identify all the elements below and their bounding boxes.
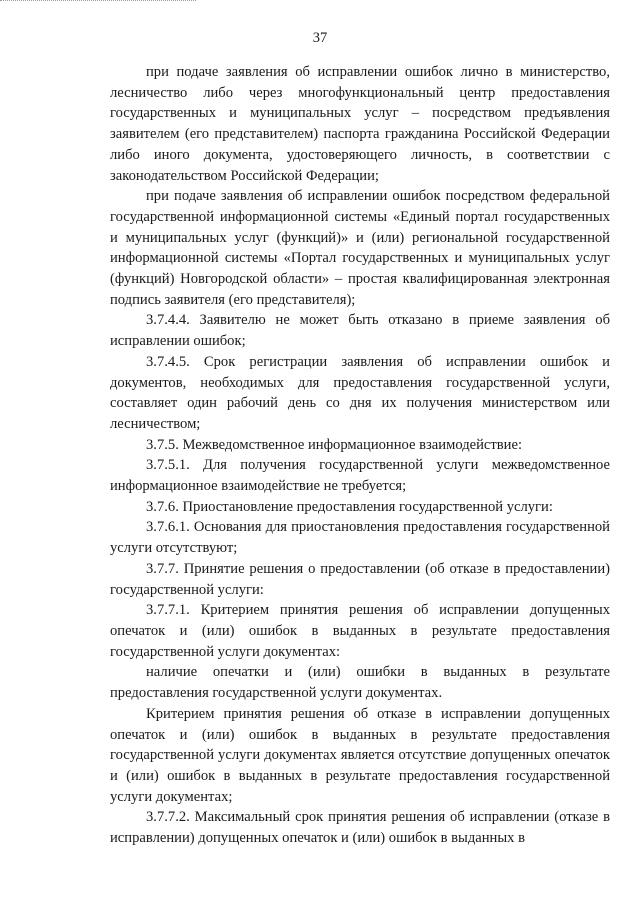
document-body — [110, 62, 610, 849]
paragraph-criterion-refusal: Критерием принятия решения об отказе в исправлении допущенных опечаток и (или) ошибок в выданных в результате предоставления государственной услуги документах является отсутствие допущенных опечаток и (или) ошибок в выданных в результате предоставления государственной услуги документах; — [110, 705, 610, 805]
paragraph-3-7-4-5: 3.7.4.5. Срок регистрации заявления об исправлении ошибок и документов, необходимых для предоставления государственной услуги, составляет один рабочий день со дня их получения министерством или лесничеством; — [110, 353, 610, 432]
paragraph-portal-submission: при подаче заявления об исправлении ошибок посредством федеральной государственной информационной системы «Единый портал государственных и муниципальных услуг (функций)» и (или) региональной государственной информационной системы «Портал государственных и муниципальных услуг (функций) Новгородской области» – простая квалифицированная электронная подпись заявителя (его представителя); — [110, 188, 610, 308]
paragraph-3-7-6-1: 3.7.6.1. Основания для приостановления предоставления государственной услуги отсутствуют; — [110, 519, 610, 557]
paragraph-3-7-6: 3.7.6. Приостановление предоставления государственной услуги: — [146, 498, 553, 515]
paragraph-3-7-5-1: 3.7.5.1. Для получения государственной услуги межведомственное информационное взаимодействие не требуется; — [110, 457, 610, 495]
paragraph-3-7-5: 3.7.5. Межведомственное информационное взаимодействие: — [146, 436, 523, 453]
paragraph-3-7-7-1: 3.7.7.1. Критерием принятия решения об исправлении допущенных опечаток и (или) ошибок в выданных в результате предоставления государственной услуги документах: — [110, 602, 610, 660]
paragraph-personal-submission: при подаче заявления об исправлении ошибок лично в министерство, лесничество либо через многофункциональный центр предоставления государственных и муниципальных услуг – посредством предъявления заявителем (его представителем) паспорта гражданина Российской Федерации либо иного документа, удостоверяющего личность, в соответствии с законодательством Российской Федерации; — [110, 64, 610, 184]
top-edge-rule — [0, 0, 196, 3]
paragraph-criterion-presence: наличие опечатки и (или) ошибки в выданных в результате предоставления государственной услуги документах. — [110, 664, 610, 702]
page-number: 37 — [312, 30, 328, 46]
paragraph-3-7-7: 3.7.7. Принятие решения о предоставлении (об отказе в предоставлении) государственной услуги: — [110, 560, 610, 598]
paragraph-3-7-4-4: 3.7.4.4. Заявителю не может быть отказано в приеме заявления об исправлении ошибок; — [110, 312, 610, 350]
paragraph-3-7-7-2: 3.7.7.2. Максимальный срок принятия решения об исправлении (отказе в исправлении) допущенных опечаток и (или) ошибок в выданных в — [110, 809, 610, 847]
